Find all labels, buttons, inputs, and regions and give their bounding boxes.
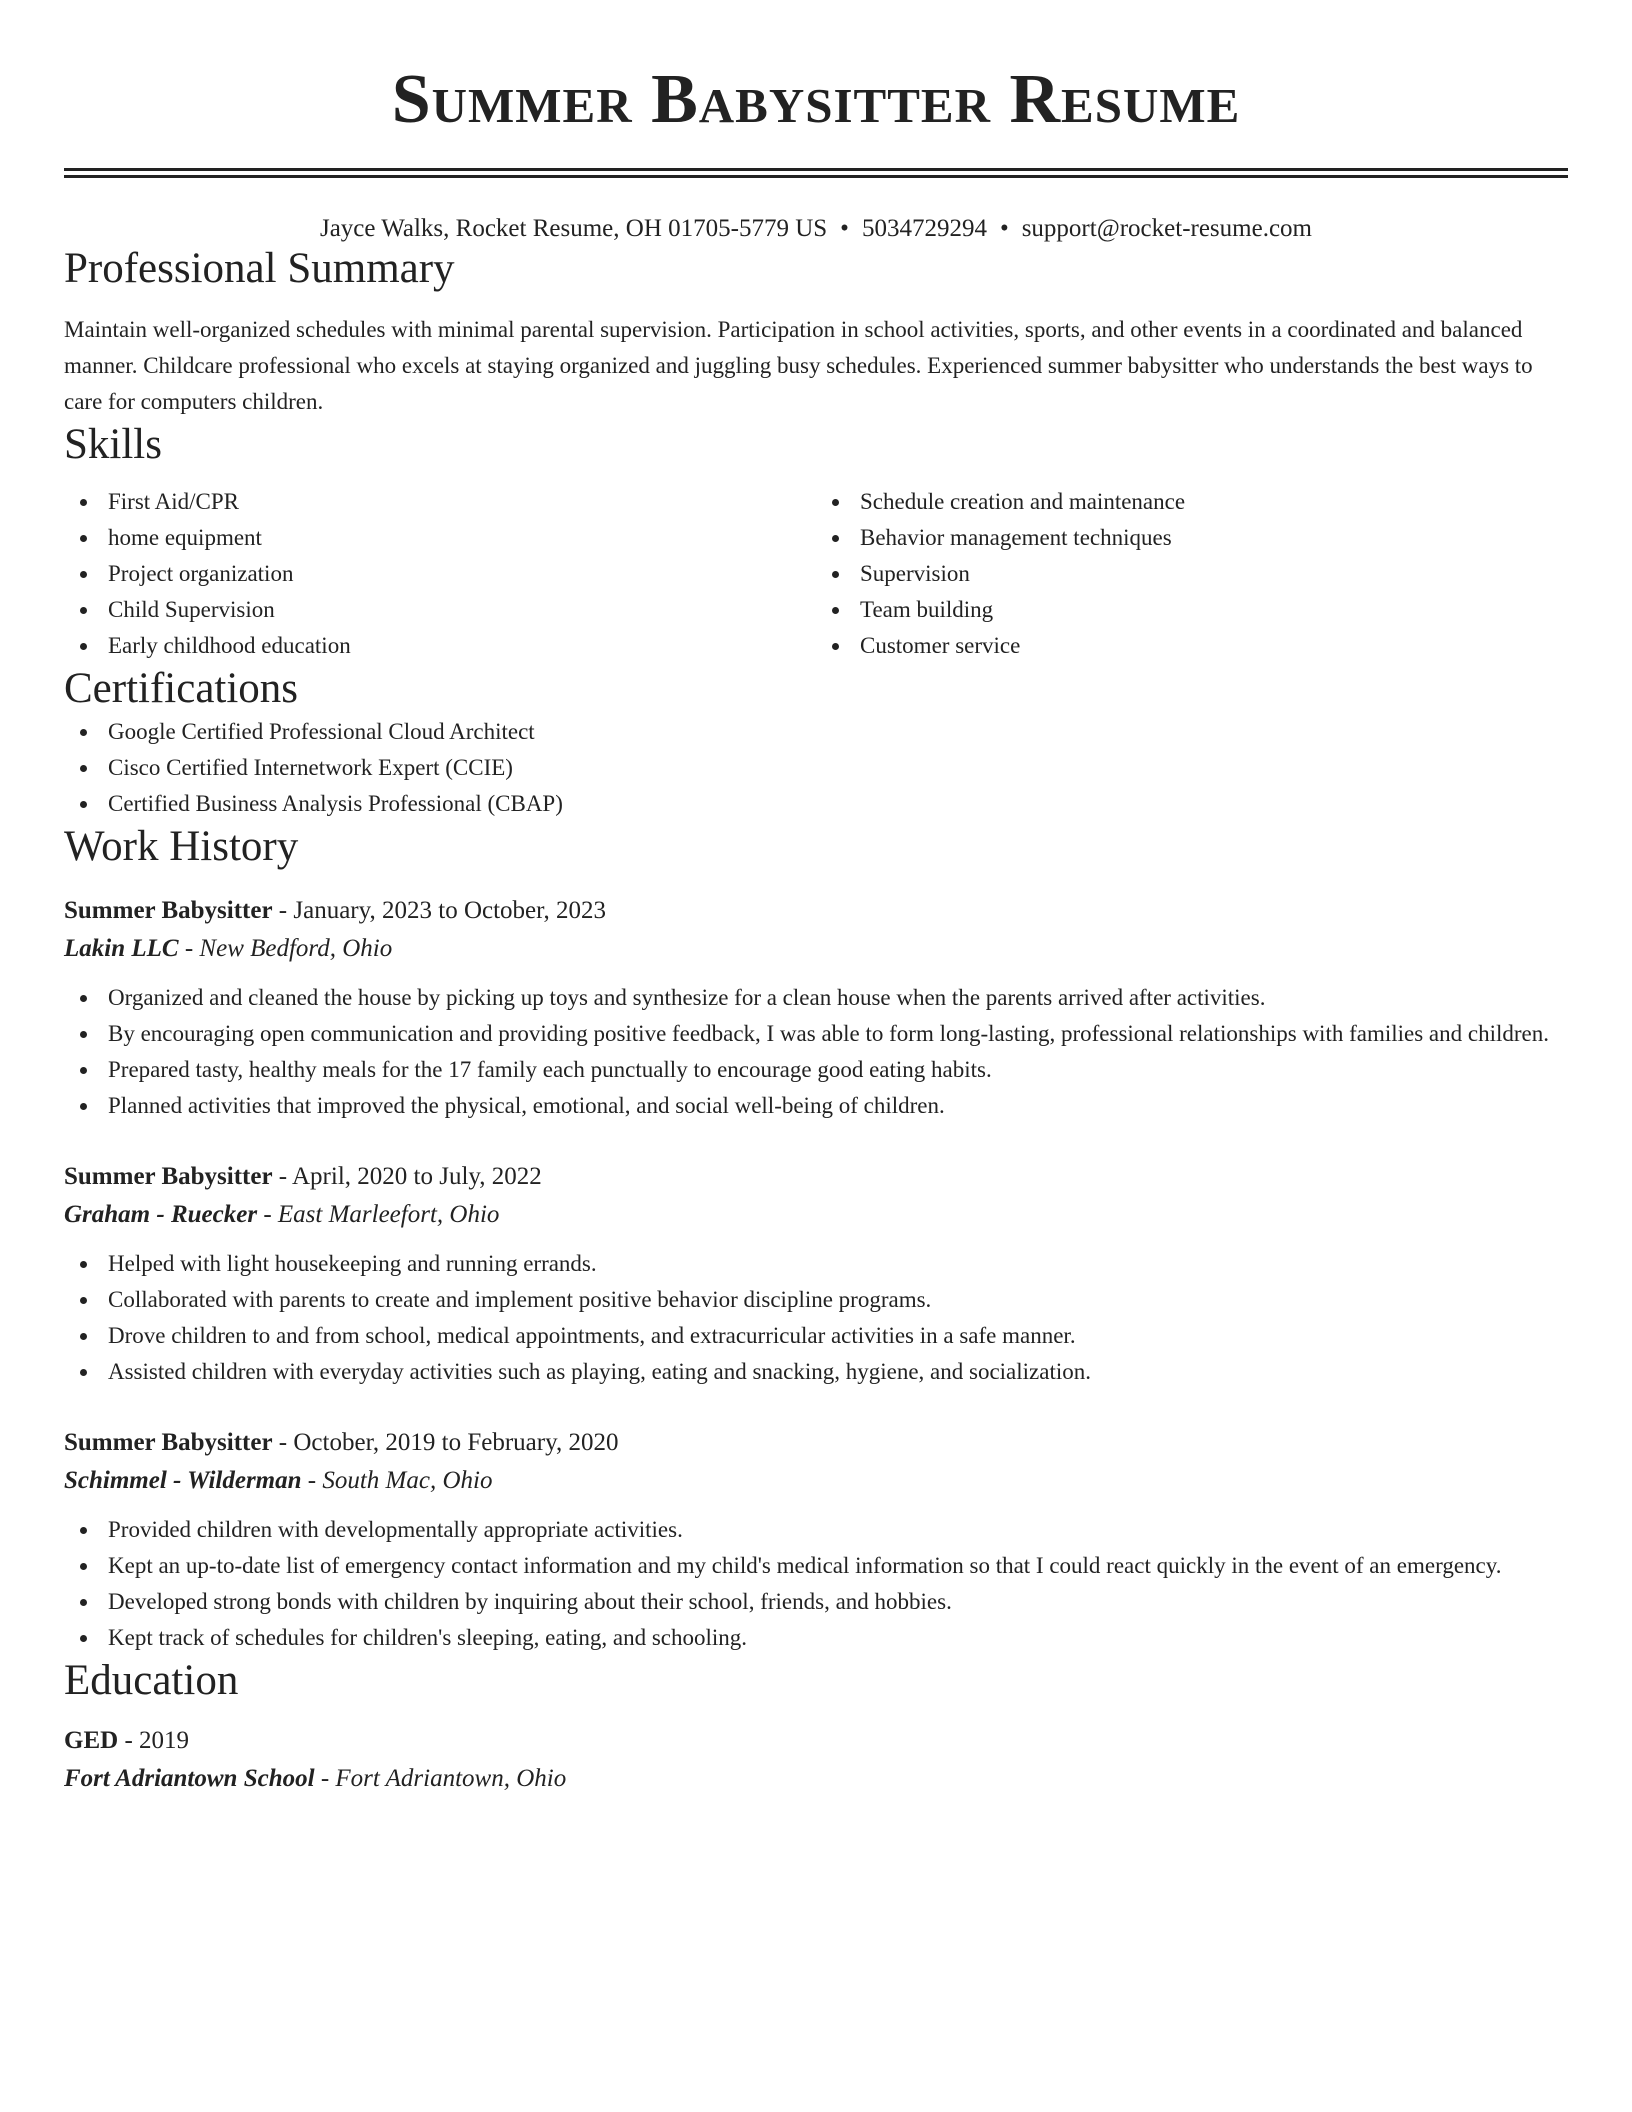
job-title-line <box>64 1424 1568 1462</box>
job-bullet: Provided children with developmentally appropriate activities. <box>64 1512 1568 1548</box>
job-dates: - January, 2023 to October, 2023 <box>272 897 606 924</box>
job-bullets <box>64 1246 1568 1390</box>
skill-item: Project organization <box>64 556 816 592</box>
job-bullet: Kept track of schedules for children's sleeping, eating, and schooling. <box>64 1620 1568 1656</box>
job-bullet: Organized and cleaned the house by picking up toys and synthesize for a clean house when the parents arrived after activities. <box>64 980 1568 1016</box>
certifications-heading: Certifications <box>64 665 299 712</box>
skill-item: Supervision <box>816 556 1568 592</box>
contact-phone: 5034729294 <box>861 215 987 242</box>
skill-item: home equipment <box>64 520 816 556</box>
job-location: - East Marleefort, Ohio <box>257 1201 500 1228</box>
job-bullet: Assisted children with everyday activities such as playing, eating and snacking, hygiene, and socialization. <box>64 1354 1568 1390</box>
title-divider-bottom <box>64 175 1568 178</box>
job-bullets <box>64 980 1568 1124</box>
skill-item: Behavior management techniques <box>816 520 1568 556</box>
job-title: Summer Babysitter <box>64 1429 273 1456</box>
skills-columns <box>64 484 1568 664</box>
job-company-line <box>64 1462 1568 1500</box>
resume-title: Summer Babysitter Resume <box>391 61 1241 138</box>
job-bullet: Collaborated with parents to create and implement positive behavior discipline programs. <box>64 1282 1568 1318</box>
contact-separator: • <box>840 215 849 242</box>
skill-item: Early childhood education <box>64 628 816 664</box>
job-company: Graham - Ruecker <box>64 1201 258 1228</box>
education-degree-line <box>64 1722 1568 1760</box>
education-entry <box>64 1722 1568 1798</box>
skills-heading: Skills <box>64 421 162 468</box>
job-bullet: Prepared tasty, healthy meals for the 17 family each punctually to encourage good eating habits. <box>64 1052 1568 1088</box>
job-location: - New Bedford, Ohio <box>178 935 393 962</box>
job-company: Lakin LLC <box>64 935 179 962</box>
certification-item: Cisco Certified Internetwork Expert (CCIE) <box>64 750 1568 786</box>
job-bullet: Developed strong bonds with children by inquiring about their school, friends, and hobbies. <box>64 1584 1568 1620</box>
job-title-line <box>64 892 1568 930</box>
job-bullet: Drove children to and from school, medical appointments, and extracurricular activities in a safe manner. <box>64 1318 1568 1354</box>
job-bullet: Planned activities that improved the physical, emotional, and social well-being of children. <box>64 1088 1568 1124</box>
skill-item: Schedule creation and maintenance <box>816 484 1568 520</box>
contact-address: Jayce Walks, Rocket Resume, OH 01705-5779 US <box>319 215 828 242</box>
summary-heading: Professional Summary <box>64 245 455 292</box>
education-school: Fort Adriantown School <box>64 1765 315 1792</box>
contact-email: support@rocket-resume.com <box>1021 215 1312 242</box>
job-bullet: Helped with light housekeeping and running errands. <box>64 1246 1568 1282</box>
job-entry <box>64 1158 1568 1390</box>
skill-item: Child Supervision <box>64 592 816 628</box>
contact-separator: • <box>999 215 1009 242</box>
job-company-line <box>64 1196 1568 1234</box>
skill-item: First Aid/CPR <box>64 484 816 520</box>
job-title: Summer Babysitter <box>64 897 273 924</box>
job-dates: - October, 2019 to February, 2020 <box>272 1429 619 1456</box>
job-bullet: Kept an up-to-date list of emergency contact information and my child's medical information so that I could react quickly in the event of an emergency. <box>64 1548 1568 1584</box>
certification-item: Google Certified Professional Cloud Architect <box>64 714 1568 750</box>
certification-item: Certified Business Analysis Professional (CBAP) <box>64 786 1568 822</box>
education-year: - 2019 <box>118 1727 190 1754</box>
job-entry <box>64 892 1568 1124</box>
job-entry <box>64 1424 1568 1656</box>
summary-text: Maintain well-organized schedules with minimal parental supervision. Participation in school activities, sports, and other events in a coordinated and balanced manner. Childcare professional who excels at staying organized and juggling busy schedules. Experienced summer babysitter who understands the best ways to care for computers children. <box>64 317 1533 414</box>
skill-item: Team building <box>816 592 1568 628</box>
certifications-list <box>64 714 1568 822</box>
job-dates: - April, 2020 to July, 2022 <box>272 1163 542 1190</box>
skill-item: Customer service <box>816 628 1568 664</box>
job-title: Summer Babysitter <box>64 1163 273 1190</box>
job-bullet: By encouraging open communication and providing positive feedback, I was able to form long-lasting, professional relationships with families and children. <box>64 1016 1568 1052</box>
job-title-line <box>64 1158 1568 1196</box>
work-history-heading: Work History <box>64 823 299 870</box>
job-company: Schimmel - Wilderman <box>64 1467 302 1494</box>
contact-line <box>64 214 1568 244</box>
education-school-line <box>64 1760 1568 1798</box>
education-heading: Education <box>64 1657 239 1704</box>
education-degree: GED <box>64 1727 119 1754</box>
job-company-line <box>64 930 1568 968</box>
skills-list-left <box>64 484 816 664</box>
education-location: - Fort Adriantown, Ohio <box>314 1765 567 1792</box>
job-bullets <box>64 1512 1568 1656</box>
job-location: - South Mac, Ohio <box>301 1467 493 1494</box>
skills-list-right <box>816 484 1568 664</box>
